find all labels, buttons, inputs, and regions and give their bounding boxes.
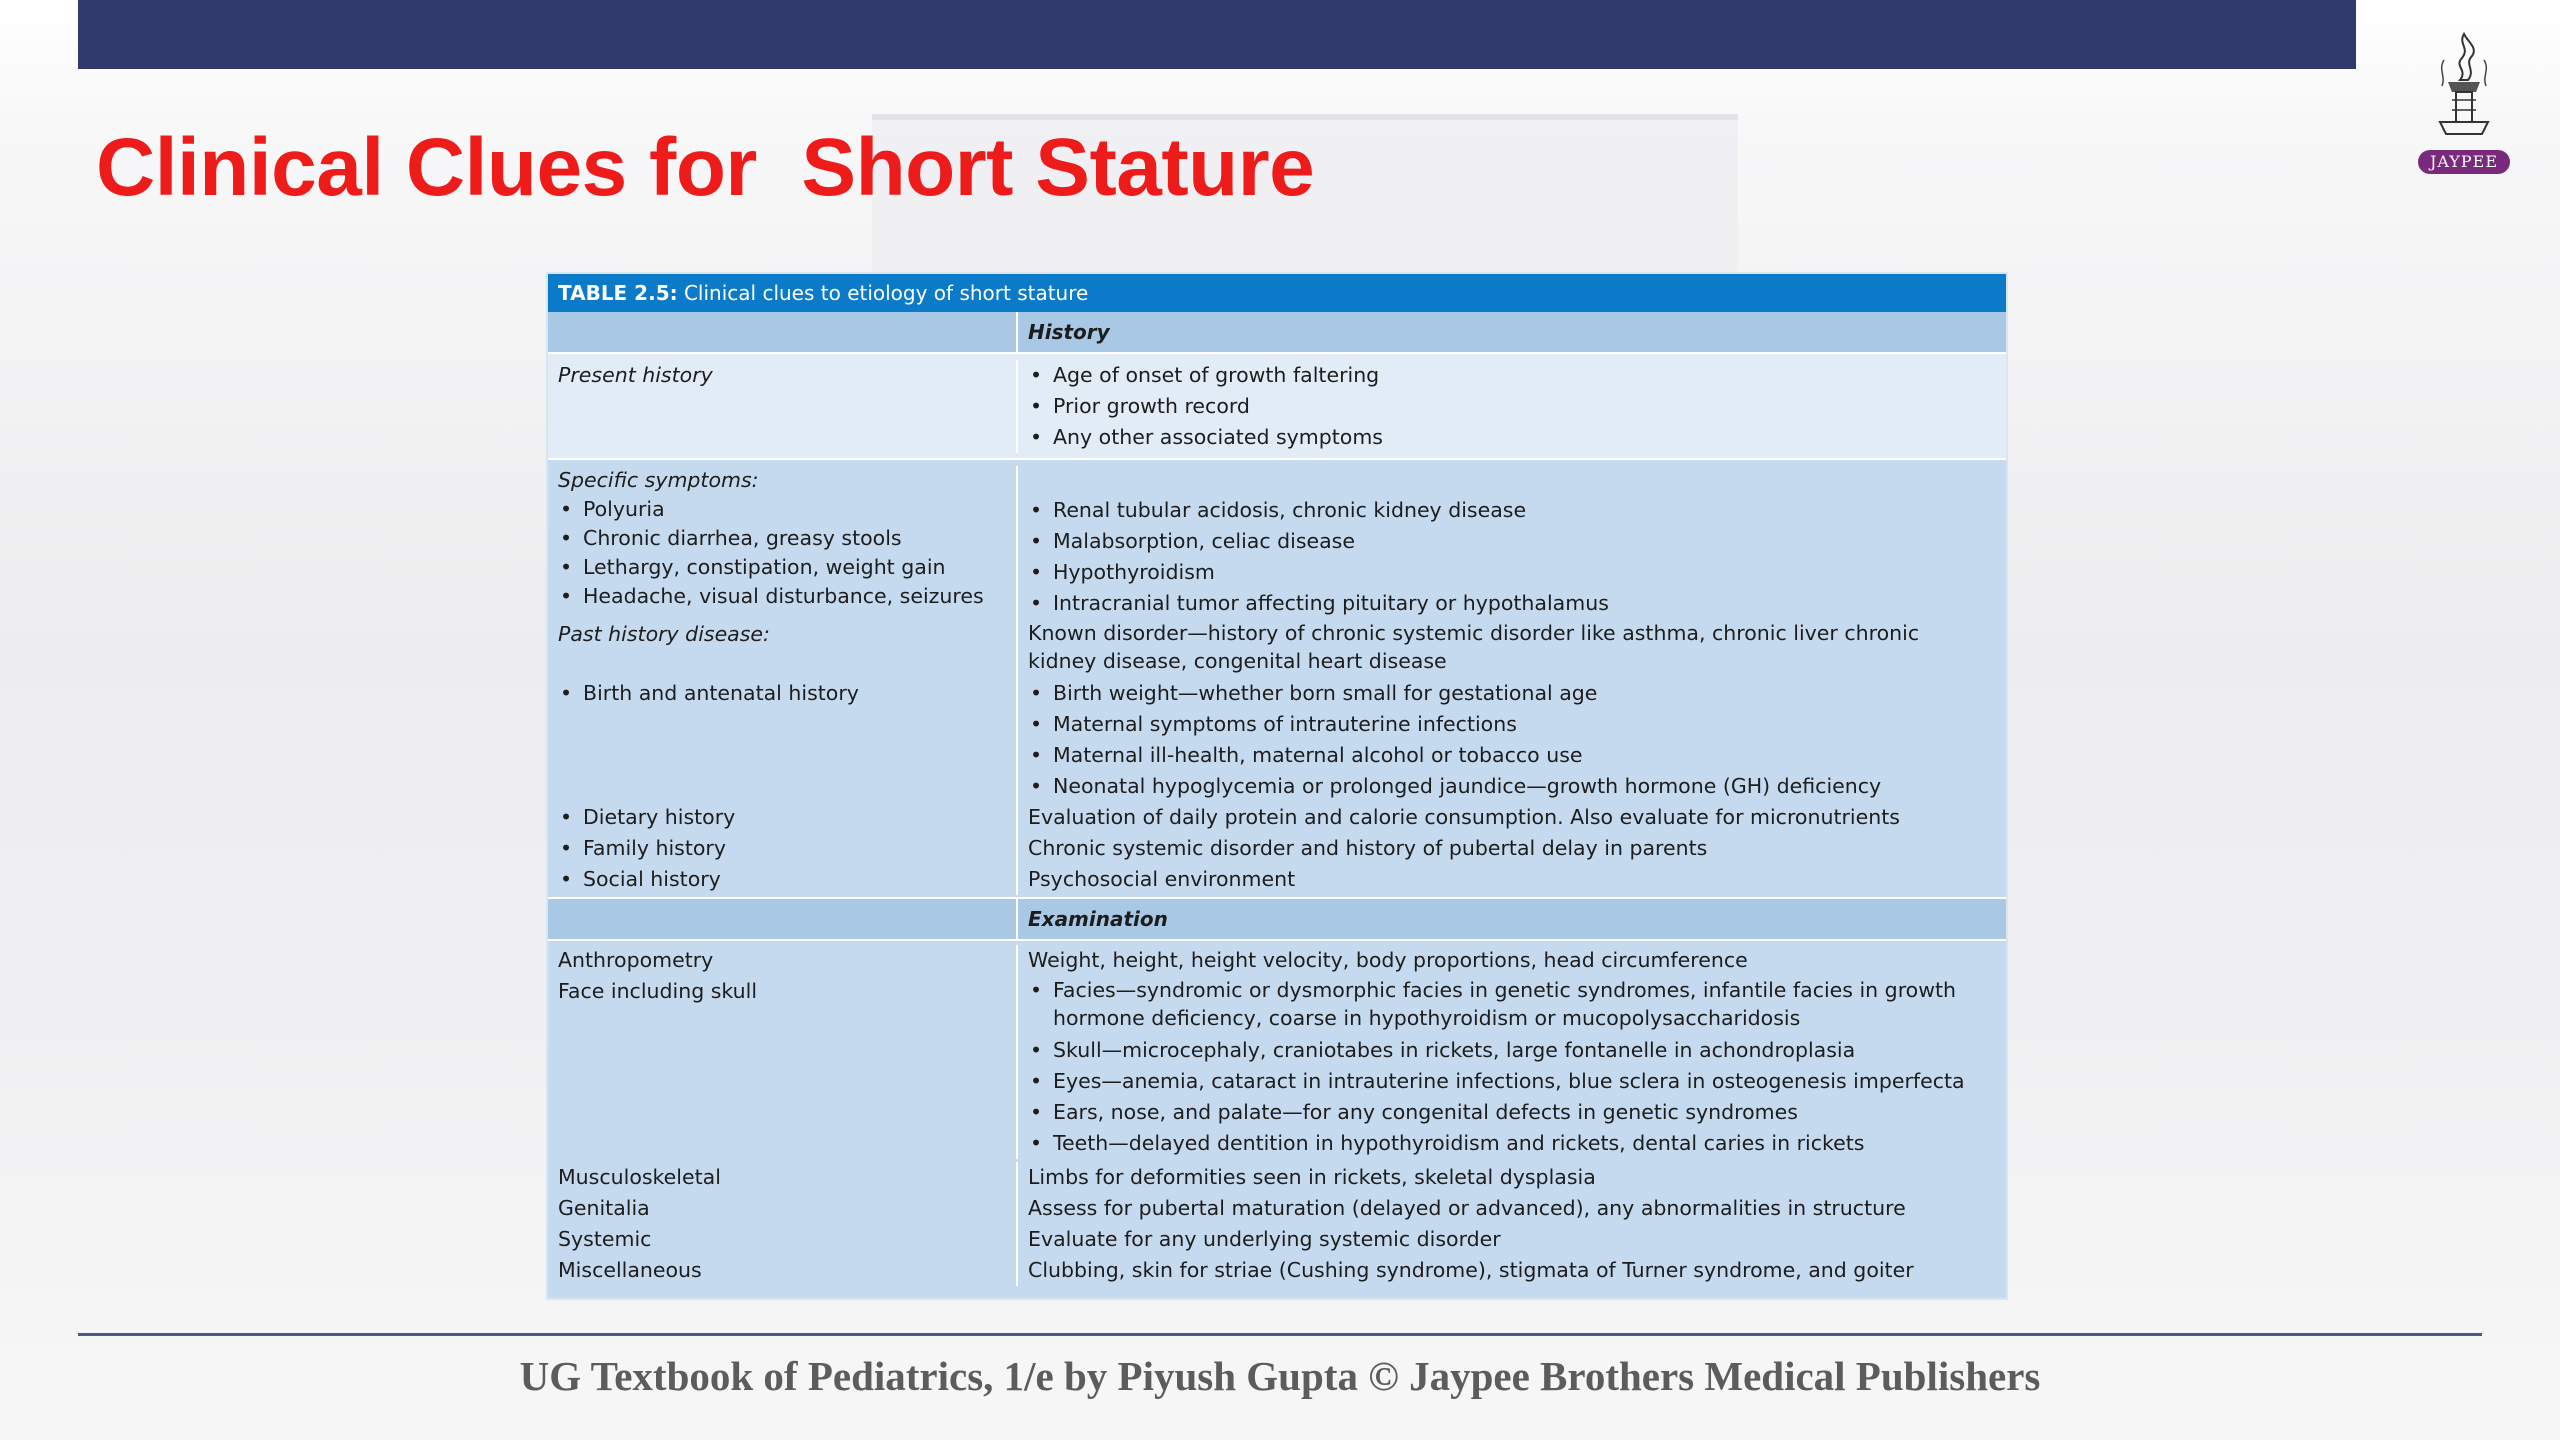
list-item: • Neonatal hypoglycemia or prolonged jaundice—growth hormone (GH) deficiency <box>1028 771 1988 802</box>
table-row-social-history <box>548 864 2006 897</box>
list-item: • Eyes—anemia, cataract in intrauterine infections, blue sclera in osteogenesis imperfecta <box>1028 1066 1988 1097</box>
history-header-label: History <box>1028 320 1110 344</box>
list-item: • Age of onset of growth faltering <box>1028 360 1988 391</box>
list-item: • Lethargy, constipation, weight gain <box>558 553 1016 582</box>
list-item: • Malabsorption, celiac disease <box>1028 526 1988 557</box>
table-row-family-history <box>548 833 2006 864</box>
table-row-miscellaneous <box>548 1255 2006 1286</box>
row-label: • Social history <box>558 864 1016 895</box>
table-caption-label: TABLE 2.5: <box>558 281 678 305</box>
row-text: Assess for pubertal maturation (delayed or advanced), any abnormalities in structure <box>1028 1196 1906 1220</box>
row-label: Genitalia <box>558 1196 650 1220</box>
row-label: Specific symptoms: <box>558 468 759 492</box>
history-section-header <box>548 312 2006 352</box>
list-item: • Facies—syndromic or dysmorphic facies in genetic syndromes, infantile facies in growth hormone deficiency, coarse in hypothyroidism or mucopolysaccharidosis <box>1028 976 1988 1032</box>
row-text: Chronic systemic disorder and history of pubertal delay in parents <box>1028 836 1708 860</box>
table-row-specific-symptoms <box>548 460 2006 619</box>
footer-citation: UG Textbook of Pediatrics, 1/e by Piyush Gupta © Jaypee Brothers Medical Publishers <box>519 1353 2041 1399</box>
examination-header-label: Examination <box>1028 907 1168 931</box>
list-item: • Polyuria <box>558 495 1016 524</box>
row-text: Evaluation of daily protein and calorie consumption. Also evaluate for micronutrients <box>1028 805 1900 829</box>
row-label: Face including skull <box>558 979 758 1003</box>
table-caption-text: Clinical clues to etiology of short stature <box>677 281 1089 305</box>
row-text: Evaluate for any underlying systemic disorder <box>1028 1227 1501 1251</box>
row-label: Past history disease: <box>558 622 770 646</box>
logo-label: JAYPEE <box>2418 150 2510 174</box>
list-item: • Birth weight—whether born small for gestational age <box>1028 678 1988 709</box>
examination-section-header <box>548 899 2006 939</box>
table-caption <box>548 274 2006 312</box>
table-row-anthropometry <box>548 941 2006 976</box>
table-row-present-history <box>548 354 2006 458</box>
row-label: Musculoskeletal <box>558 1165 721 1189</box>
list-item: • Prior growth record <box>1028 391 1988 422</box>
table-row-face <box>548 976 2006 1159</box>
list-item: • Maternal ill-health, maternal alcohol or tobacco use <box>1028 740 1988 771</box>
table-row-past-history <box>548 619 2006 678</box>
list-item: • Maternal symptoms of intrauterine infections <box>1028 709 1988 740</box>
row-label: Miscellaneous <box>558 1258 702 1282</box>
table-row-musculoskeletal <box>548 1159 2006 1193</box>
list-item: • Teeth—delayed dentition in hypothyroidism and rickets, dental caries in rickets <box>1028 1128 1988 1159</box>
row-text: Known disorder—history of chronic systemic disorder like asthma, chronic liver chronic kidney disease, congenital heart disease <box>1028 621 1920 673</box>
row-label: Systemic <box>558 1227 652 1251</box>
jaypee-logo <box>2418 30 2510 176</box>
table-row-systemic <box>548 1224 2006 1255</box>
row-text: Psychosocial environment <box>1028 867 1296 891</box>
torch-emblem-icon <box>2418 30 2510 150</box>
list-item: • Hypothyroidism <box>1028 557 1988 588</box>
slide-title: Clinical Clues for Short Stature <box>96 122 1315 213</box>
table-row-birth-history <box>548 678 2006 802</box>
list-item: • Any other associated symptoms <box>1028 422 1988 453</box>
table-row-dietary-history <box>548 802 2006 833</box>
row-label: • Birth and antenatal history <box>558 678 1016 709</box>
row-label: • Family history <box>558 833 1016 864</box>
row-label: Anthropometry <box>558 948 714 972</box>
row-text: Limbs for deformities seen in rickets, skeletal dysplasia <box>1028 1165 1596 1189</box>
row-label: • Dietary history <box>558 802 1016 833</box>
row-text: Weight, height, height velocity, body proportions, head circumference <box>1028 948 1748 972</box>
clinical-clues-table <box>546 272 2008 1300</box>
row-label: Present history <box>558 363 713 387</box>
list-item: • Intracranial tumor affecting pituitary or hypothalamus <box>1028 588 1988 619</box>
row-text: Clubbing, skin for striae (Cushing syndrome), stigmata of Turner syndrome, and goiter <box>1028 1258 1914 1282</box>
list-item: • Headache, visual disturbance, seizures <box>558 582 1016 611</box>
list-item: • Chronic diarrhea, greasy stools <box>558 524 1016 553</box>
list-item: • Ears, nose, and palate—for any congenital defects in genetic syndromes <box>1028 1097 1988 1128</box>
list-item: • Renal tubular acidosis, chronic kidney disease <box>1028 495 1988 526</box>
list-item: • Skull—microcephaly, craniotabes in rickets, large fontanelle in achondroplasia <box>1028 1035 1988 1066</box>
table-row-genitalia <box>548 1193 2006 1224</box>
footer-divider <box>78 1333 2482 1336</box>
top-banner-bar <box>78 0 2356 69</box>
